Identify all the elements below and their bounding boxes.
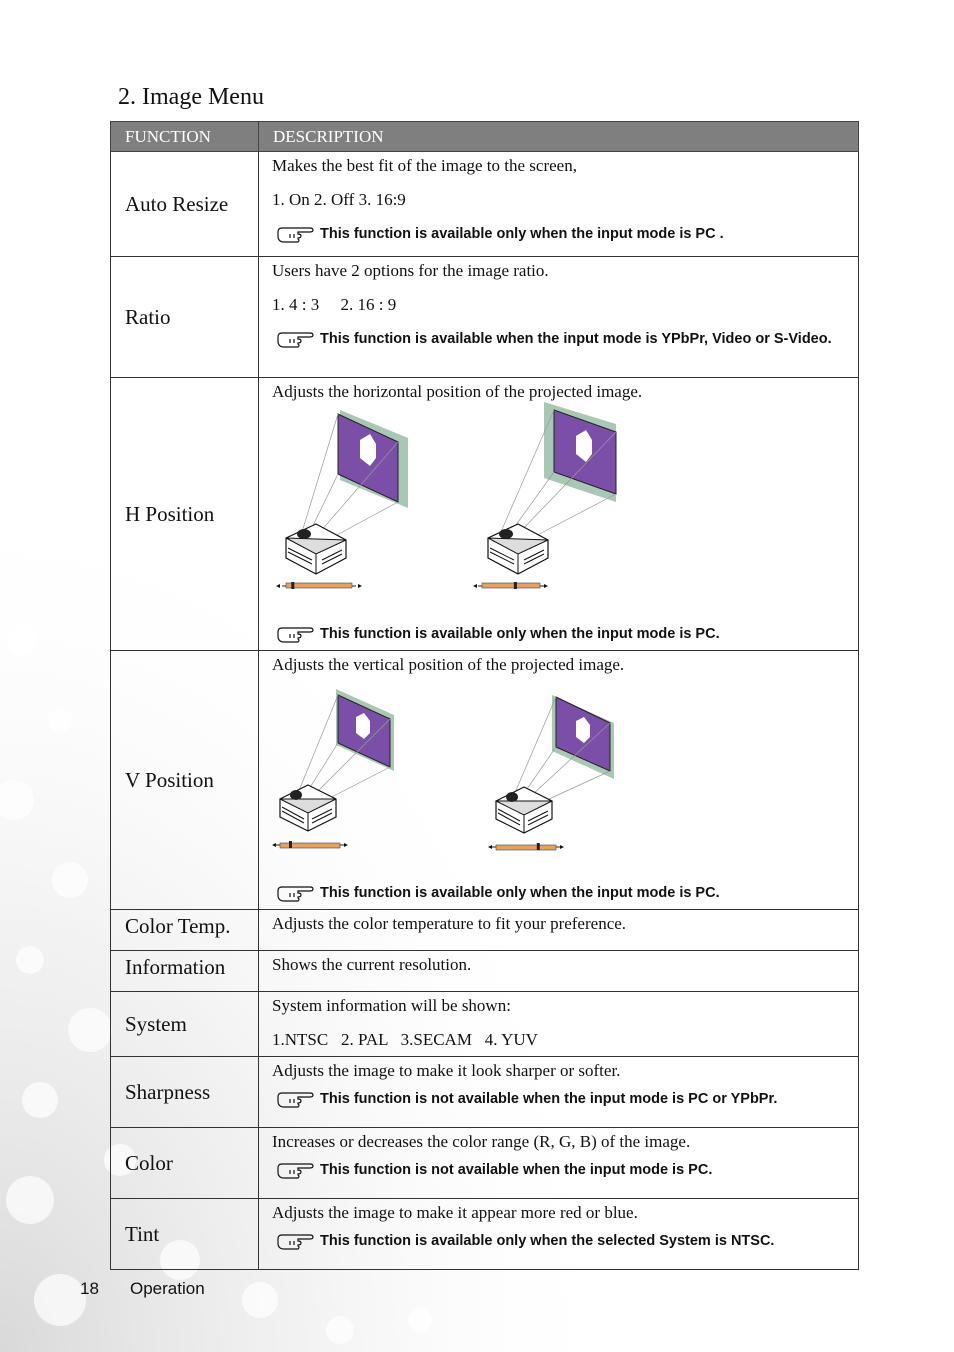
note-text: This function is available when the input mode is YPbPr, Video or S-Video. xyxy=(320,331,832,347)
description-cell xyxy=(259,992,859,1057)
table-row-ratio xyxy=(111,257,859,378)
function-name: H Position xyxy=(111,378,259,651)
function-name: Sharpness xyxy=(111,1057,259,1128)
description-line: Adjusts the vertical position of the projected image. xyxy=(272,655,625,674)
function-name: Color xyxy=(111,1128,259,1199)
pointing-hand-icon xyxy=(276,1231,314,1251)
function-name: Auto Resize xyxy=(111,152,259,257)
description-line: Makes the best fit of the image to the screen, xyxy=(272,156,577,175)
note-text: This function is not available when the input mode is PC. xyxy=(320,1162,713,1178)
note-text: This function is available only when the input mode is PC . xyxy=(320,226,724,242)
pointing-hand-icon xyxy=(276,624,314,644)
function-name: Ratio xyxy=(111,257,259,378)
description-cell xyxy=(259,910,859,951)
description-line: Increases or decreases the color range (R, G, B) of the image. xyxy=(272,1132,691,1151)
description-cell xyxy=(259,257,859,378)
description-cell xyxy=(259,651,859,910)
note-text: This function is available only when the input mode is PC. xyxy=(320,885,720,901)
projector-icon xyxy=(286,524,346,574)
description-cell xyxy=(259,152,859,257)
note-text: This function is available only when the input mode is PC. xyxy=(320,626,720,642)
function-name: V Position xyxy=(111,651,259,910)
image-menu-table xyxy=(110,121,859,1270)
projector-icon xyxy=(280,785,336,831)
description-cell xyxy=(259,1128,859,1199)
note xyxy=(272,329,846,349)
pointing-hand-icon xyxy=(276,1160,314,1180)
description-line: Adjusts the color temperature to fit your preference. xyxy=(272,914,627,933)
description-cell xyxy=(259,1199,859,1270)
description-line: 1. 4 : 3 2. 16 : 9 xyxy=(272,295,397,314)
projector-illustration-left xyxy=(272,402,442,598)
table-row-tint xyxy=(111,1199,859,1270)
note xyxy=(272,1089,846,1109)
table-row-color xyxy=(111,1128,859,1199)
projector-illustration-left xyxy=(272,675,442,859)
description-line: Adjusts the horizontal position of the projected image. xyxy=(272,382,643,401)
pointing-hand-icon xyxy=(276,883,314,903)
note-text: This function is available only when the selected System is NTSC. xyxy=(320,1233,775,1249)
description-cell xyxy=(259,378,859,651)
description-cell xyxy=(259,951,859,992)
note-text: This function is not available when the input mode is PC or YPbPr. xyxy=(320,1091,778,1107)
description-line: System information will be shown: xyxy=(272,996,511,1015)
function-name: Tint xyxy=(111,1199,259,1270)
description-line: 1. On 2. Off 3. 16:9 xyxy=(272,190,406,209)
table-row-color-temp xyxy=(111,910,859,951)
note xyxy=(272,1160,846,1180)
description-cell xyxy=(259,1057,859,1128)
header-function: FUNCTION xyxy=(111,122,259,152)
projector-icon xyxy=(488,524,548,574)
page-title: 2. Image Menu xyxy=(118,84,264,110)
description-line: Adjusts the image to make it appear more red or blue. xyxy=(272,1203,638,1222)
page-number: 18 xyxy=(80,1279,99,1298)
description-line: Shows the current resolution. xyxy=(272,955,472,974)
table-row-v-position xyxy=(111,651,859,910)
table-row-h-position xyxy=(111,378,859,651)
note xyxy=(272,224,846,244)
function-name: Information xyxy=(111,951,259,992)
projector-illustration-right xyxy=(472,402,642,598)
section-name: Operation xyxy=(130,1279,205,1298)
h-position-illustrations xyxy=(272,402,846,616)
note xyxy=(272,1231,846,1251)
note xyxy=(272,883,846,903)
description-line: Adjusts the image to make it look sharper or softer. xyxy=(272,1061,621,1080)
description-line: 1.NTSC 2. PAL 3.SECAM 4. YUV xyxy=(272,1030,538,1049)
projector-icon xyxy=(496,787,552,833)
projector-illustration-right xyxy=(488,675,658,859)
function-name: Color Temp. xyxy=(111,910,259,951)
function-name: System xyxy=(111,992,259,1057)
v-position-illustrations xyxy=(272,675,846,875)
description-line: Users have 2 options for the image ratio. xyxy=(272,261,549,280)
note xyxy=(272,624,846,644)
pointing-hand-icon xyxy=(276,329,314,349)
pointing-hand-icon xyxy=(276,224,314,244)
header-description: DESCRIPTION xyxy=(259,122,859,152)
pointing-hand-icon xyxy=(276,1089,314,1109)
table-row-system xyxy=(111,992,859,1057)
table-header-row xyxy=(111,122,859,152)
table-row-auto-resize xyxy=(111,152,859,257)
table-row-information xyxy=(111,951,859,992)
table-row-sharpness xyxy=(111,1057,859,1128)
